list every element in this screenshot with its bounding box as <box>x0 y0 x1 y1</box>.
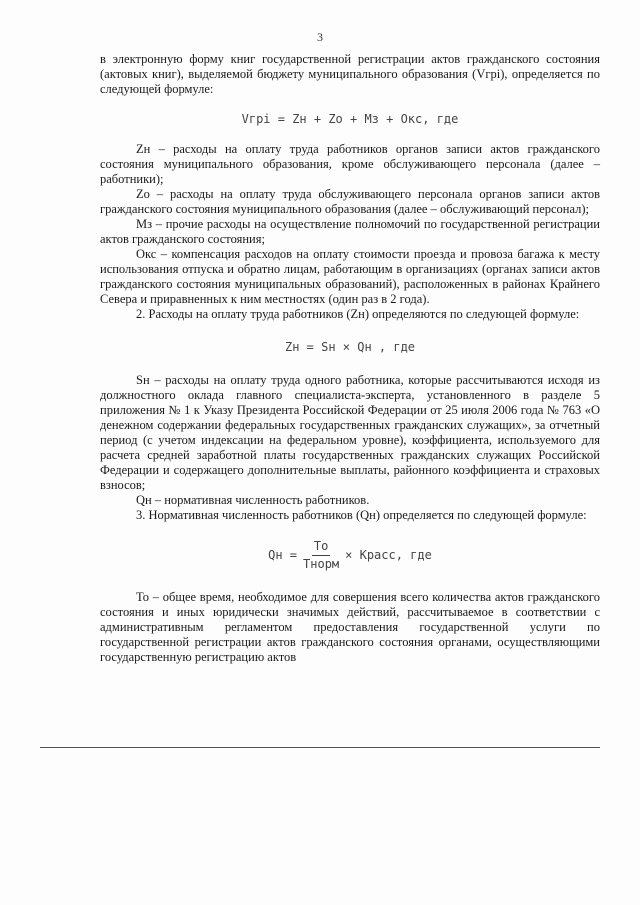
paragraph-zn-definition: Zн – расходы на оплату труда работников органов записи актов гражданского состояния муниципального образования, кроме обслуживающего персонала (далее – работники); <box>100 142 600 186</box>
paragraph-sn-definition: Sн – расходы на оплату труда одного работника, которые рассчитываются исходя из должностного оклада главного специалиста-эксперта, установленного в разделе 5 приложения № 1 к Указу Президента Российской Федерации от 25 июля 2006 года № 763 «О денежном содержании федеральных государственных гражданских служащих», за отчетный период (с учетом индексации на федеральном уровне), коэффициента, используемого для расчета средней заработной платы государственных гражданских служащих Российской Федерации и содержащего дополнительные выплаты, районного коэффициента и страховых взносов; <box>100 373 600 492</box>
document-body <box>100 52 600 665</box>
formula-qn-lhs: Qн = <box>268 548 298 562</box>
formula-vgri: Vгрі = Zн + Zо + Мз + Окс, где <box>241 112 459 126</box>
paragraph-mz-definition: Мз – прочие расходы на осуществление полномочий по государственной регистрации актов гражданского состояния; <box>100 217 600 246</box>
formula-qn-rhs: × Красс, где <box>345 548 432 562</box>
formula-qn-numerator: То <box>312 539 330 556</box>
paragraph-section-2: 2. Расходы на оплату труда работников (Zн) определяются по следующей формуле: <box>136 307 580 321</box>
page-number: 3 <box>317 30 323 44</box>
formula-qn <box>100 539 600 572</box>
formula-qn-denominator: Тнорм <box>303 557 340 571</box>
paragraph-to-definition: То – общее время, необходимое для совершения всего количества актов гражданского состояния и иных юридически значимых действий, рассчитываемое в соответствии с административным регламентом предоставления государственной услуги по государственной регистрации актов гражданского состояния органами, осуществляющими государственную регистрацию актов <box>100 590 600 664</box>
formula-qn-fraction <box>303 539 339 572</box>
paragraph-oks-definition: Окс – компенсация расходов на оплату стоимости проезда и провоза багажа к месту использования отпуска и обратно лицам, работающим в организациях (органах записи актов гражданского состояния муниципальных образований), расположенных в районах Крайнего Севера и приравненных к ним местностях (один раз в 2 года). <box>100 247 600 306</box>
formula-zn: Zн = Sн × Qн , где <box>284 340 416 354</box>
paragraph-qn-definition: Qн – нормативная численность работников. <box>136 493 370 507</box>
paragraph-zo-definition: Zo – расходы на оплату труда обслуживающего персонала органов записи актов гражданского состояния муниципального образования (далее – обслуживающий персонал); <box>100 187 600 216</box>
bottom-divider <box>40 747 600 748</box>
paragraph-intro: в электронную форму книг государственной регистрации актов гражданского состояния (актовых книг), выделяемой бюджету муниципального образования (Vгрі), определяется по следующей формуле: <box>100 52 600 96</box>
paragraph-section-3: 3. Нормативная численность работников (Qн) определяется по следующей формуле: <box>136 508 587 522</box>
